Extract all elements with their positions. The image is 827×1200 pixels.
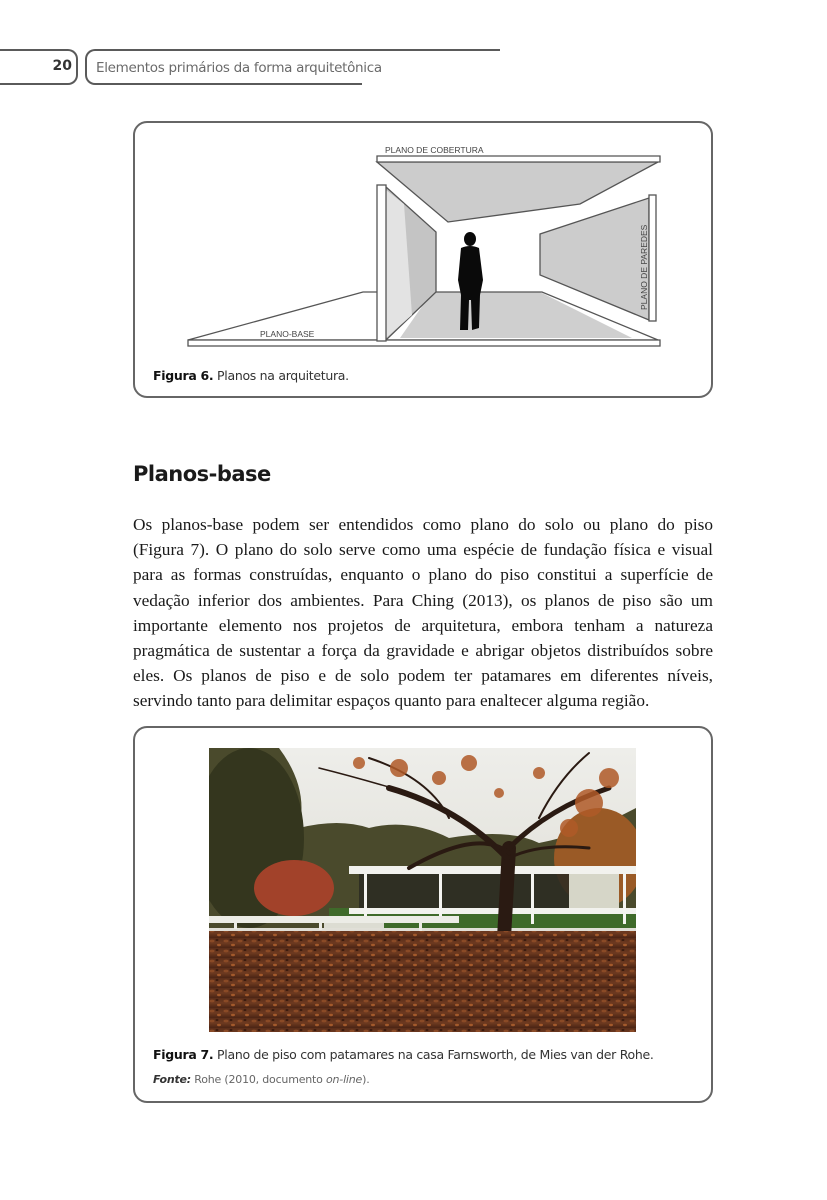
source-end: ). <box>362 1073 370 1086</box>
paragraph-line: pragmática de sustentar a força da gravidade e abrigar objetos distribuídos sobre <box>133 641 713 661</box>
paragraph-line: eles. Os planos de piso e de solo podem ter patamares em diferentes níveis, <box>133 666 713 686</box>
right-wall-label: PLANO DE PAREDES <box>639 224 649 310</box>
left-wall-edge <box>377 185 386 341</box>
figure-7-caption <box>153 1047 654 1062</box>
leaf-covered-ground <box>209 931 636 1032</box>
paragraph-line: para as formas construídas, enquanto o plano do piso constitui a superfície de <box>133 565 713 585</box>
figure-6-caption-text: Planos na arquitetura. <box>213 368 349 383</box>
base-plane-slab <box>188 340 660 346</box>
paragraph-line: servindo tanto para delimitar espaços quanto para enaltecer alguma região. <box>133 691 650 711</box>
body-paragraph <box>133 512 713 714</box>
figure-6-caption <box>153 368 349 383</box>
paragraph-line: (Figura 7). O plano do solo serve como uma espécie de fundação física e visual <box>133 540 713 560</box>
roof-plane-slab <box>377 156 660 162</box>
source-label: Fonte: <box>153 1073 191 1086</box>
paragraph-line: vedação inferior dos ambientes. Para Ching (2013), os planos de piso são um <box>133 590 713 610</box>
page-number: 20 <box>52 58 72 74</box>
source-italic: on-line <box>326 1073 363 1086</box>
running-title-box-gap <box>362 80 512 88</box>
farnsworth-house-photo <box>209 748 636 1032</box>
figure-7-source <box>153 1073 370 1086</box>
roof-plane-label: PLANO DE COBERTURA <box>385 145 484 155</box>
source-text: Rohe (2010, documento <box>190 1073 326 1086</box>
paragraph-line: Os planos-base podem ser entendidos como plano do solo ou plano do piso <box>133 515 713 534</box>
paragraph-line: importante elemento nos projetos de arquitetura, embora tenham a natureza <box>133 615 713 635</box>
figure-6-diagram <box>180 140 670 355</box>
red-shrub <box>254 860 334 916</box>
figure-7-caption-label: Figura 7. <box>153 1047 214 1062</box>
running-title: Elementos primários da forma arquitetônica <box>96 60 382 76</box>
figure-6-caption-label: Figura 6. <box>153 368 214 383</box>
right-wall-edge <box>649 195 656 321</box>
base-plane-label: PLANO-BASE <box>260 329 315 339</box>
figure-7-caption-text: Plano de piso com patamares na casa Farnsworth, de Mies van der Rohe. <box>213 1047 654 1062</box>
section-title: Planos-base <box>133 462 271 486</box>
